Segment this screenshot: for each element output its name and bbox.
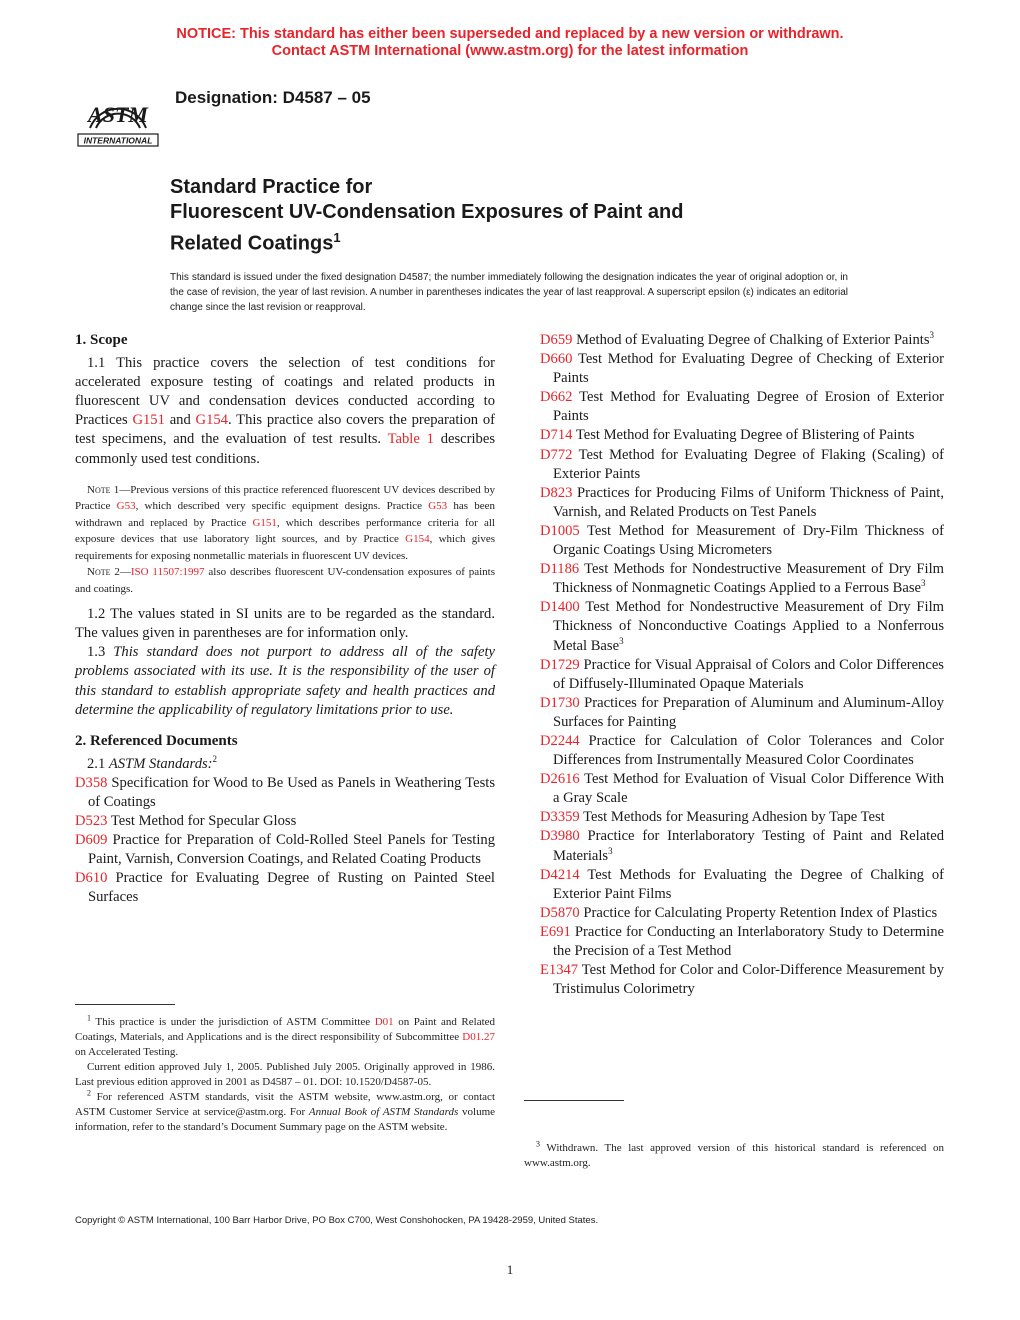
footnote-ref-2[interactable]: 2 (212, 753, 218, 764)
reference-code-link[interactable]: D3359 (540, 809, 580, 826)
link-g151-note[interactable]: G151 (252, 516, 277, 529)
reference-item (540, 866, 944, 904)
link-g53-2[interactable]: G53 (428, 500, 448, 513)
reference-code-link[interactable]: E691 (540, 923, 571, 940)
reference-code-link[interactable]: D5870 (540, 904, 580, 921)
reference-item (540, 923, 944, 961)
reference-item (540, 656, 944, 694)
reference-title: Specification for Wood to Be Used as Panels in Weathering Tests of Coatings (88, 774, 495, 810)
reference-item (540, 904, 944, 923)
reference-item (540, 484, 944, 522)
reference-title: Test Methods for Evaluating the Degree of Chalking of Exterior Paint Films (553, 866, 944, 902)
reference-title: Test Method for Measurement of Dry-Film Thickness of Organic Coatings Using Micrometers (553, 522, 944, 559)
reference-title: Test Method for Evaluation of Visual Color Difference With a Gray Scale (553, 771, 944, 807)
reference-code-link[interactable]: D523 (75, 813, 108, 830)
reference-title: Practices for Preparation of Aluminum and Aluminum-Alloy Surfaces for Painting (553, 694, 944, 730)
reference-title: Test Methods for Measuring Adhesion by Tape Test (579, 809, 885, 826)
reference-item (75, 869, 495, 907)
reference-item (540, 827, 944, 865)
reference-item (540, 560, 944, 598)
reference-code-link[interactable]: D1730 (540, 694, 580, 711)
link-d01-27[interactable]: D01.27 (462, 1031, 495, 1043)
link-g154-note[interactable]: G154 (405, 533, 430, 546)
reference-item (540, 331, 944, 350)
footnote-1: $^1$ This practice is under the jurisdiction of ASTM Committee D01 on Paint and Related Coatings, Materials, and Applications and is the direct responsibility of Subcommittee D01.27 on Accelerated Testing. (75, 1013, 496, 1058)
link-d01[interactable]: D01 (374, 1016, 394, 1028)
title-line-1: Standard Practice for (170, 176, 373, 198)
reference-code-link[interactable]: D1005 (540, 522, 580, 539)
reference-item (540, 694, 944, 732)
reference-title: Practices for Producing Films of Uniform Thickness of Paint, Varnish, and Related Products on Test Panels (553, 484, 944, 520)
notice-line-2: Contact ASTM International (www.astm.org) for the latest information (271, 43, 749, 59)
reference-code-link[interactable]: D1186 (540, 561, 580, 578)
designation: Designation: D4587 – 05 (175, 88, 371, 107)
referenced-documents-heading: 2. Referenced Documents (75, 732, 238, 749)
title-line-3: Related Coatings$^1$ (170, 230, 341, 255)
reference-code-link[interactable]: E1347 (540, 962, 579, 979)
reference-code-link[interactable]: D610 (75, 870, 108, 887)
reference-item (540, 522, 944, 560)
reference-item (75, 831, 495, 869)
reference-item (540, 770, 944, 808)
link-iso-11507[interactable]: ISO 11507:1997 (130, 566, 205, 579)
right-footnotes (524, 1100, 944, 1171)
reference-title: Practice for Interlaboratory Testing of Paint and Related Materials (553, 828, 944, 864)
reference-code-link[interactable]: D662 (540, 389, 573, 406)
title-line-2: Fluorescent UV-Condensation Exposures of Paint and (170, 201, 684, 223)
reference-item (540, 732, 944, 770)
paragraph-1-2: 1.2 The values stated in SI units are to be regarded as the standard. The values given in parentheses are for information only. (75, 606, 495, 642)
footnote-3: $^3$ Withdrawn. The last approved version of this historical standard is referenced on www.astm.org. (524, 1139, 944, 1169)
reference-item (75, 812, 495, 831)
link-g154[interactable]: G154 (195, 412, 228, 429)
reference-code-link[interactable]: D3980 (540, 828, 580, 845)
reference-title: Test Method for Evaluating Degree of Flaking (Scaling) of Exterior Paints (553, 446, 944, 482)
reference-item (540, 598, 944, 655)
logo-text: ASTM (88, 102, 148, 127)
footnote-ref-3[interactable]: 3 (608, 845, 613, 856)
reference-item (540, 350, 944, 388)
issuance-statement: This standard is issued under the fixed designation D4587; the number immediately following the designation indicates the year of original adoption or, in the case of revision, the year of last revision. A number in parentheses indicates the year of last reapproval. A superscript epsilon (ε) indicates an editorial change since the last revision or reapproval. (170, 272, 848, 313)
footnote-2: $^2$ For referenced ASTM standards, visit the ASTM website, www.astm.org, or contact ASTM Customer Service at service@astm.org. For Annual Book of ASTM Standards volume information, refer to the standard’s Document Summary page on the ASTM website. (75, 1088, 496, 1133)
reference-title: Test Method for Evaluating Degree of Erosion of Exterior Paints (553, 389, 944, 425)
reference-item (540, 446, 944, 484)
left-reference-list (75, 774, 495, 908)
reference-item (540, 961, 944, 999)
reference-title: Test Methods for Nondestructive Measurement of Dry Film Thickness of Nonmagnetic Coatings Applied to a Ferrous Base (553, 561, 944, 597)
reference-code-link[interactable]: D714 (540, 427, 573, 444)
reference-title: Practice for Visual Appraisal of Colors and Color Differences of Diffusely-Illuminated Opaque Materials (553, 656, 944, 692)
reference-title: Test Method for Color and Color-Difference Measurement by Tristimulus Colorimetry (553, 962, 944, 998)
right-column (540, 331, 944, 999)
paragraph-1-1: 1.1 This practice covers the selection of test conditions for accelerated exposure testing of coatings and related products in fluorescent UV and condensation devices conducted according to Practices G151 and G154. This practice also covers the preparation of test specimens, and the evaluation of test results. Table 1 describes commonly used test conditions. (75, 355, 495, 467)
copyright-line: Copyright © ASTM International, 100 Barr Harbor Drive, PO Box C700, West Conshohocken, PA 19428-2959, United States. (75, 1215, 599, 1226)
document-title (170, 175, 870, 257)
reference-code-link[interactable]: D2616 (540, 771, 580, 788)
title-footnote-ref[interactable]: 1 (333, 230, 341, 245)
reference-title: Practice for Preparation of Cold-Rolled Steel Panels for Testing Paint, Varnish, Conversion Coatings, and Related Coating Products (88, 832, 495, 868)
reference-code-link[interactable]: D1729 (540, 656, 580, 673)
reference-item (540, 808, 944, 827)
paragraph-1-3: 1.3 This standard does not purport to address all of the safety problems associated with its use. It is the responsibility of the user of this standard to establish appropriate safety and health practices and determine the applicability of regulatory limitations prior to use. (75, 644, 495, 718)
reference-title: Practice for Calculating Property Retention Index of Plastics (579, 904, 938, 921)
reference-code-link[interactable]: D660 (540, 351, 573, 368)
footnote-ref-3[interactable]: 3 (929, 330, 934, 341)
footnote-ref-3[interactable]: 3 (921, 578, 926, 589)
reference-code-link[interactable]: D823 (540, 484, 573, 501)
reference-item (540, 426, 944, 445)
left-footnotes (75, 1004, 495, 1135)
reference-title: Test Method for Evaluating Degree of Blistering of Paints (572, 427, 915, 444)
scope-heading: 1. Scope (75, 332, 128, 348)
logo-subtext: INTERNATIONAL (83, 135, 153, 146)
note-1: Note 1—Previous versions of this practice referenced fluorescent UV devices described by Practice G53, which described very specific equipment designs. Practice G53 has been withdrawn and replaced by Practice G151, which describes performance criteria for all exposure devices that use laboratory light sources, and by Practice G154, which gives requirements for exposing nonmetallic materials in fluorescent UV devices. (75, 483, 495, 562)
reference-code-link[interactable]: D358 (75, 774, 108, 791)
reference-title: Practice for Conducting an Interlaboratory Study to Determine the Precision of a Test Method (553, 923, 944, 959)
withdrawal-notice (0, 26, 1020, 60)
link-g151[interactable]: G151 (132, 412, 165, 429)
reference-title: Test Method for Nondestructive Measurement of Dry Film Thickness of Nonconductive Coatings Applied to a Nonferrous Metal Base (553, 599, 944, 654)
reference-title: Method of Evaluating Degree of Chalking of Exterior Paints (572, 332, 930, 348)
reference-title: Test Method for Evaluating Degree of Checking of Exterior Paints (553, 351, 944, 387)
right-reference-list (540, 331, 944, 999)
reference-code-link[interactable]: D1400 (540, 599, 580, 616)
paragraph-2-1: 2.1 ASTM Standards:$^2$ (87, 753, 218, 772)
reference-title: Practice for Calculation of Color Tolerances and Color Differences from Instrumentally Measured Color Coordinates (553, 732, 944, 769)
page-number: 1 (506, 1262, 514, 1277)
link-table-1[interactable]: Table 1 (387, 431, 434, 448)
footnote-1-edition: Current edition approved July 1, 2005. Published July 2005. Originally approved in 1986. Last previous edition approved in 2001 as D4587 – 01. DOI: 10.1520/D4587-05. (75, 1061, 495, 1088)
left-column (75, 331, 495, 908)
reference-item (540, 388, 944, 426)
reference-code-link[interactable]: D4214 (540, 866, 580, 883)
reference-title: Test Method for Specular Gloss (107, 813, 297, 830)
reference-code-link[interactable]: D2244 (540, 732, 580, 749)
astm-international-logo-icon (76, 76, 160, 150)
link-g53[interactable]: G53 (116, 500, 136, 513)
footnote-ref-3[interactable]: 3 (619, 635, 624, 646)
reference-code-link[interactable]: D772 (540, 446, 573, 463)
notice-line-1: NOTICE: This standard has either been superseded and replaced by a new version or withdrawn. (176, 26, 844, 42)
reference-title: Practice for Evaluating Degree of Rusting on Painted Steel Surfaces (88, 870, 495, 906)
reference-item (75, 774, 495, 812)
reference-code-link[interactable]: D609 (75, 832, 108, 849)
reference-code-link[interactable]: D659 (540, 332, 573, 348)
note-2: Note 2—ISO 11507:1997 also describes fluorescent UV-condensation exposures of paints and coatings. (75, 566, 495, 595)
